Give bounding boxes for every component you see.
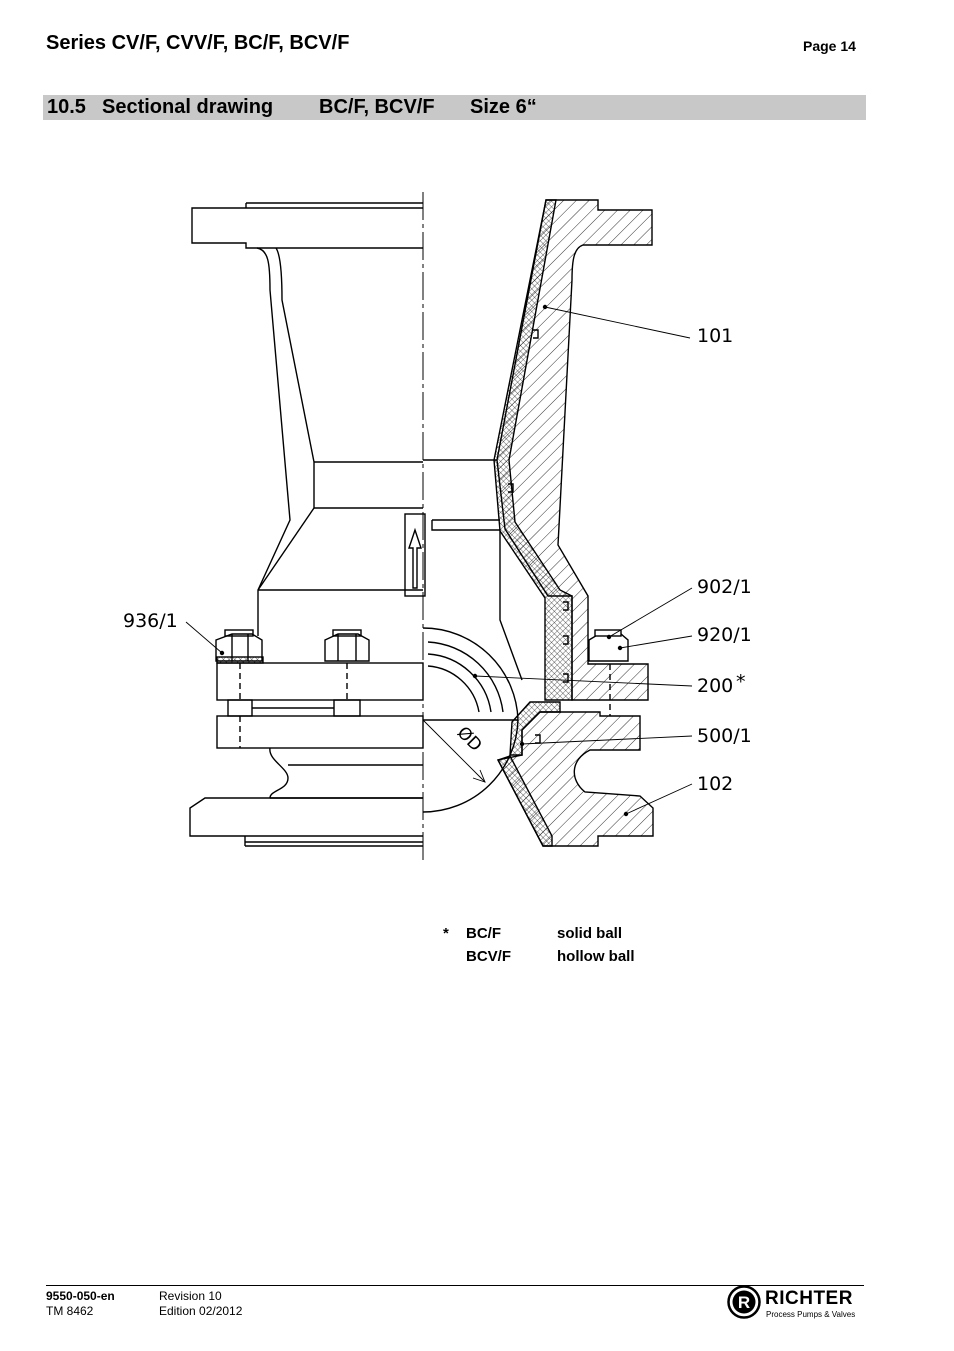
callout-101: 101 (697, 325, 734, 347)
legend-desc: solid ball (557, 925, 623, 942)
series-title: Series CV/F, CVV/F, BC/F, BCV/F (46, 32, 350, 54)
legend-model: BCV/F (466, 948, 511, 965)
callout-200-star: * (736, 671, 746, 693)
page-number: Page 14 (803, 38, 856, 54)
richter-logo (727, 1285, 867, 1323)
logo-name: RICHTER (765, 1288, 853, 1309)
svg-text:R: R (737, 1293, 751, 1312)
edition: Edition 02/2012 (159, 1304, 243, 1318)
right-section-view (405, 200, 653, 846)
section-number: 10.5 (47, 96, 86, 118)
callout-102: 102 (697, 773, 734, 795)
richter-logo-icon (727, 1285, 761, 1319)
section-size: Size 6“ (470, 96, 537, 118)
doc-number: 9550-050-en (46, 1289, 115, 1303)
section-label: Sectional drawing (102, 96, 274, 118)
callout-500-1: 500/1 (697, 725, 752, 747)
left-outside-view (190, 203, 423, 846)
section-models: BC/F, BCV/F (319, 96, 435, 118)
callout-936-1: 936/1 (123, 610, 178, 632)
callout-920-1: 920/1 (697, 624, 752, 646)
diameter-label: ØD (452, 722, 486, 756)
logo-tagline: Process Pumps & Valves (766, 1310, 856, 1319)
legend-star: * (443, 925, 449, 942)
callout-902-1: 902/1 (697, 576, 752, 598)
tm-number: TM 8462 (46, 1304, 94, 1318)
legend-model: BC/F (466, 925, 501, 942)
callout-200: 200 (697, 675, 734, 697)
revision: Revision 10 (159, 1289, 222, 1303)
legend-desc: hollow ball (557, 948, 635, 965)
